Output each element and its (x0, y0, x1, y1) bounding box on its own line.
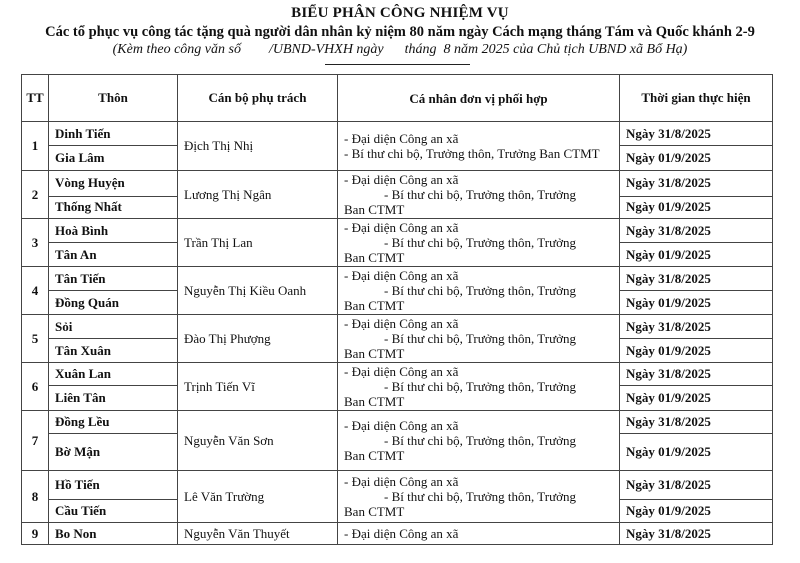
cell-ca-nhan (338, 219, 620, 267)
cell-can-bo: Địch Thị Nhị (178, 122, 338, 171)
cell-thoi-gian: Ngày 31/8/2025 (620, 171, 773, 197)
ca-nhan-line: - Bí thư chi bộ, Trưởng thôn, Trưởng (384, 187, 577, 202)
ca-nhan-line: - Bí thư chi bộ, Trưởng thôn, Trưởng (384, 489, 577, 504)
cell-thon: Hồ Tiến (49, 471, 178, 500)
cell-can-bo: Nguyễn Văn Sơn (178, 411, 338, 471)
cell-ca-nhan (338, 122, 620, 171)
cell-thoi-gian: Ngày 01/9/2025 (620, 386, 773, 411)
ca-nhan-line: - Đại diện Công an xã (344, 268, 459, 283)
cell-can-bo: Trần Thị Lan (178, 219, 338, 267)
cell-thoi-gian: Ngày 31/8/2025 (620, 523, 773, 545)
ca-nhan-line: - Đại diện Công an xã (344, 131, 459, 146)
ca-nhan-line: - Bí thư chi bộ, Trưởng thôn, Trưởng (384, 235, 577, 250)
ca-nhan-line: - Bí thư chi bộ, Trưởng thôn, Trưởng (384, 331, 577, 346)
table-header-row (22, 75, 773, 122)
cell-thoi-gian: Ngày 31/8/2025 (620, 219, 773, 243)
title-underline (325, 64, 470, 65)
header-tt: TT (22, 75, 49, 122)
ca-nhan-line: Ban CTMT (344, 394, 405, 409)
ca-nhan-line: Ban CTMT (344, 504, 405, 519)
cell-thon: Thống Nhất (49, 196, 178, 218)
cell-thon: Liên Tân (49, 386, 178, 411)
header-thon: Thôn (49, 75, 178, 122)
cell-tt: 5 (22, 315, 49, 363)
cell-thoi-gian: Ngày 01/9/2025 (620, 434, 773, 471)
table-row (22, 219, 773, 243)
cell-tt: 9 (22, 523, 49, 545)
ca-nhan-line: - Đại diện Công an xã (344, 474, 459, 489)
ca-nhan-line: - Đại diện Công an xã (344, 316, 459, 331)
cell-can-bo: Đào Thị Phượng (178, 315, 338, 363)
ca-nhan-line: - Đại diện Công an xã (344, 418, 459, 433)
cell-tt: 8 (22, 471, 49, 523)
cell-thoi-gian: Ngày 31/8/2025 (620, 122, 773, 146)
cell-thon: Dinh Tiến (49, 122, 178, 146)
cell-can-bo: Lê Văn Trường (178, 471, 338, 523)
table-row (22, 122, 773, 146)
header-thoi-gian: Thời gian thực hiện (620, 75, 773, 122)
table-row (22, 267, 773, 291)
cell-tt: 1 (22, 122, 49, 171)
cell-ca-nhan (338, 411, 620, 471)
cell-thoi-gian: Ngày 01/9/2025 (620, 243, 773, 267)
cell-thoi-gian: Ngày 31/8/2025 (620, 471, 773, 500)
cell-thoi-gian: Ngày 01/9/2025 (620, 196, 773, 218)
cell-thoi-gian: Ngày 01/9/2025 (620, 146, 773, 171)
cell-thon: Bo Non (49, 523, 178, 545)
cell-ca-nhan (338, 363, 620, 411)
cell-ca-nhan (338, 471, 620, 523)
cell-thoi-gian: Ngày 01/9/2025 (620, 291, 773, 315)
ca-nhan-line: - Đại diện Công an xã (344, 220, 459, 235)
cell-thoi-gian: Ngày 31/8/2025 (620, 411, 773, 434)
ca-nhan-line: Ban CTMT (344, 250, 405, 265)
ca-nhan-line: - Đại diện Công an xã (344, 364, 459, 379)
ca-nhan-line: - Bí thư chi bộ, Trưởng thôn, Trưởng (384, 283, 577, 298)
ca-nhan-line: Ban CTMT (344, 298, 405, 313)
cell-thoi-gian: Ngày 31/8/2025 (620, 267, 773, 291)
document-title: BIỂU PHÂN CÔNG NHIỆM VỤ (291, 5, 509, 21)
cell-thon: Đồng Lều (49, 411, 178, 434)
cell-thon: Tân Xuân (49, 339, 178, 363)
cell-thon: Sỏi (49, 315, 178, 339)
ca-nhan-line: - Bí thư chi bộ, Trưởng thôn, Trưởng Ban CTMT (344, 146, 600, 161)
cell-thon: Gia Lâm (49, 146, 178, 171)
ca-nhan-line: - Đại diện Công an xã (344, 526, 459, 541)
cell-thon: Tân Tiến (49, 267, 178, 291)
table-row (22, 315, 773, 339)
cell-can-bo: Nguyễn Văn Thuyết (178, 523, 338, 545)
cell-can-bo: Lương Thị Ngân (178, 171, 338, 219)
cell-thon: Vòng Huyện (49, 171, 178, 197)
cell-ca-nhan (338, 315, 620, 363)
cell-thon: Cầu Tiến (49, 500, 178, 523)
cell-thon: Xuân Lan (49, 363, 178, 386)
cell-ca-nhan (338, 267, 620, 315)
assignment-table (21, 74, 773, 545)
header-can-bo: Cán bộ phụ trách (178, 75, 338, 122)
ca-nhan-line: - Đại diện Công an xã (344, 172, 459, 187)
table-body (22, 122, 773, 545)
cell-thoi-gian: Ngày 31/8/2025 (620, 315, 773, 339)
cell-thoi-gian: Ngày 01/9/2025 (620, 339, 773, 363)
cell-thon: Tân An (49, 243, 178, 267)
cell-tt: 4 (22, 267, 49, 315)
cell-thon: Hoà Bình (49, 219, 178, 243)
cell-tt: 6 (22, 363, 49, 411)
cell-thon: Đồng Quán (49, 291, 178, 315)
ca-nhan-line: Ban CTMT (344, 346, 405, 361)
document-note-text: (Kèm theo công văn số /UBND-VHXH ngày tháng 8 năm 2025 của Chủ tịch UBND xã Bổ Hạ) (112, 42, 688, 57)
cell-tt: 2 (22, 171, 49, 219)
table-row (22, 523, 773, 545)
cell-thoi-gian: Ngày 01/9/2025 (620, 500, 773, 523)
cell-can-bo: Nguyễn Thị Kiều Oanh (178, 267, 338, 315)
cell-thoi-gian: Ngày 31/8/2025 (620, 363, 773, 386)
cell-ca-nhan (338, 523, 620, 545)
document-note (0, 42, 800, 58)
cell-thon: Bờ Mận (49, 434, 178, 471)
cell-can-bo: Trịnh Tiến Vĩ (178, 363, 338, 411)
table-row (22, 411, 773, 434)
document-subtitle: Các tổ phục vụ công tác tặng quà người dân nhân kỷ niệm 80 năm ngày Cách mạng tháng Tám và Quốc khánh 2-9 (45, 24, 755, 40)
table-row (22, 171, 773, 197)
table-row (22, 471, 773, 500)
cell-tt: 7 (22, 411, 49, 471)
ca-nhan-line: - Bí thư chi bộ, Trưởng thôn, Trưởng (384, 433, 577, 448)
table-row (22, 363, 773, 386)
ca-nhan-line: - Bí thư chi bộ, Trưởng thôn, Trưởng (384, 379, 577, 394)
cell-tt: 3 (22, 219, 49, 267)
ca-nhan-line: Ban CTMT (344, 202, 405, 217)
cell-ca-nhan (338, 171, 620, 219)
header-ca-nhan: Cá nhân đơn vị phối hợp (338, 75, 620, 122)
ca-nhan-line: Ban CTMT (344, 448, 405, 463)
